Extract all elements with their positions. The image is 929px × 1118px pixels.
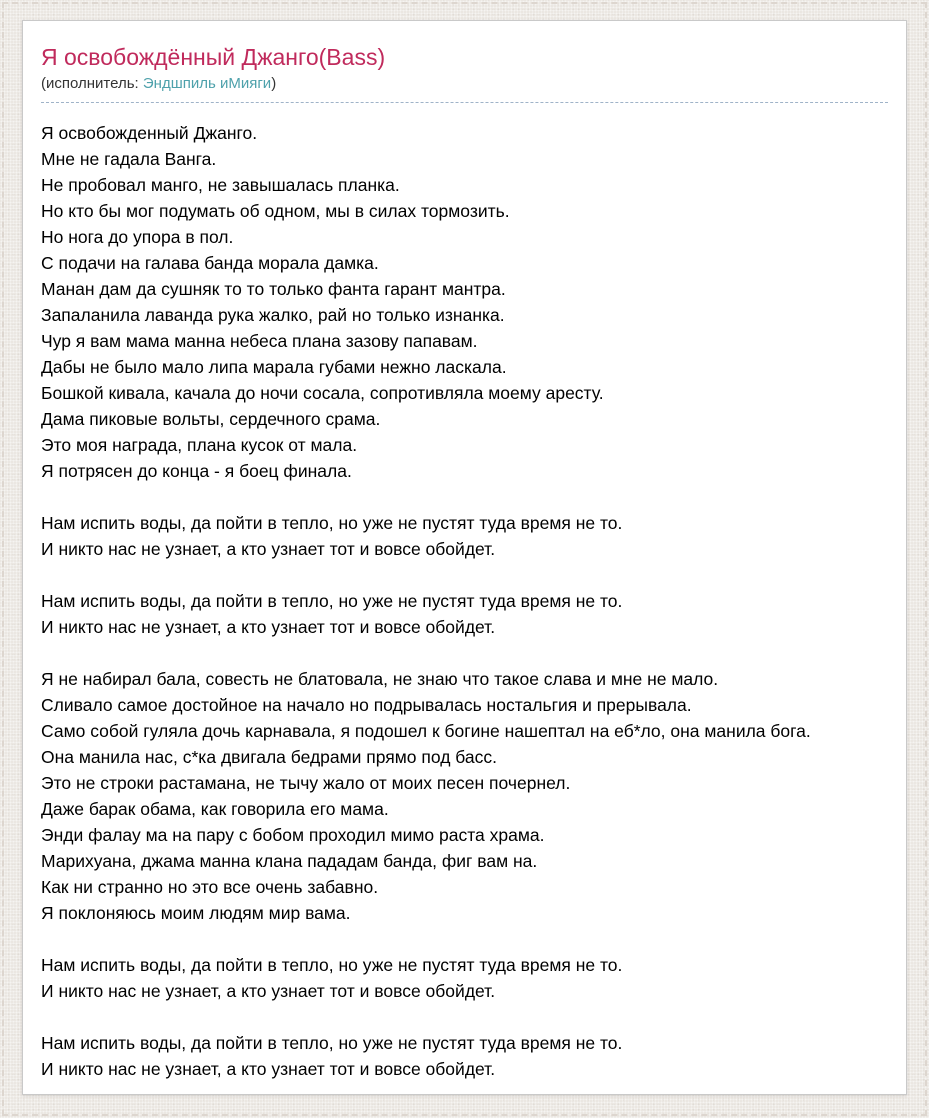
lyric-line: Я поклоняюсь моим людям мир вама. xyxy=(41,903,351,923)
lyric-line: Она манила нас, с*ка двигала бедрами прямо под басс. xyxy=(41,747,498,767)
artist-label-prefix: (исполнитель: xyxy=(41,75,143,92)
lyric-line: Бошкой кивала, качала до ночи сосала, сопротивляла моему аресту. xyxy=(41,383,604,403)
lyric-line: Нам испить воды, да пойти в тепло, но уже не пустят туда время не то. xyxy=(41,955,623,975)
artist-link[interactable]: Эндшпиль иМияги xyxy=(142,75,272,92)
lyric-line: И никто нас не узнает, а кто узнает тот и вовсе обойдет. xyxy=(41,981,496,1001)
lyric-line: Но нога до упора в пол. xyxy=(41,227,234,247)
lyric-line: Я не набирал бала, совесть не блатовала, не знаю что такое слава и мне не мало. xyxy=(41,669,719,689)
lyrics-card xyxy=(22,20,907,1095)
artist-line xyxy=(41,74,888,94)
lyric-line: Я освобожденный Джанго. xyxy=(41,123,258,143)
lyric-line: Чур я вам мама манна небеса плана зазову папавам. xyxy=(41,331,478,351)
lyric-line: Это не строки растамана, не тычу жало от моих песен почернел. xyxy=(41,773,571,793)
lyric-line xyxy=(41,484,888,510)
lyric-line: Энди фалау ма на пару с бобом проходил мимо раста храма. xyxy=(41,825,545,845)
lyric-line: С подачи на галава банда морала дамка. xyxy=(41,253,379,273)
lyric-line xyxy=(41,926,888,952)
lyric-line: Дама пиковые вольты, сердечного срама. xyxy=(41,409,381,429)
lyric-line: И никто нас не узнает, а кто узнает тот и вовсе обойдет. xyxy=(41,539,496,559)
lyric-line: Нам испить воды, да пойти в тепло, но уже не пустят туда время не то. xyxy=(41,513,623,533)
song-title: Я освобождённый Джанго(Bass) xyxy=(41,44,386,70)
lyric-line: Манан дам да сушняк то то только фанта гарант мантра. xyxy=(41,279,506,299)
lyric-line: Нам испить воды, да пойти в тепло, но уже не пустят туда время не то. xyxy=(41,1033,623,1053)
lyric-line xyxy=(41,640,888,666)
lyric-line xyxy=(41,562,888,588)
lyric-line: И никто нас не узнает, а кто узнает тот и вовсе обойдет. xyxy=(41,617,496,637)
lyric-line: Дабы не было мало липа марала губами нежно ласкала. xyxy=(41,357,507,377)
lyric-line xyxy=(41,1004,888,1030)
lyric-line: Мне не гадала Ванга. xyxy=(41,149,217,169)
lyric-line: Нам испить воды, да пойти в тепло, но уже не пустят туда время не то. xyxy=(41,591,623,611)
lyric-line: Запаланила лаванда рука жалко, рай но только изнанка. xyxy=(41,305,505,325)
lyric-line: Как ни странно но это все очень забавно. xyxy=(41,877,379,897)
lyric-line: Марихуана, джама манна клана пададам банда, фиг вам на. xyxy=(41,851,538,871)
lyric-line: Даже барак обама, как говорила его мама. xyxy=(41,799,389,819)
lyrics-text xyxy=(41,120,888,1082)
song-header xyxy=(41,35,888,103)
lyric-line: Не пробовал манго, не завышалась планка. xyxy=(41,175,400,195)
lyric-line: Сливало самое достойное на начало но подрывалась ностальгия и прерывала. xyxy=(41,695,692,715)
artist-label-suffix: ) xyxy=(271,75,277,92)
lyric-line: Само собой гуляла дочь карнавала, я подошел к богине нашептал на еб*ло, она манила бога. xyxy=(41,721,811,741)
lyric-line: Это моя награда, плана кусок от мала. xyxy=(41,435,358,455)
lyric-line: Но кто бы мог подумать об одном, мы в силах тормозить. xyxy=(41,201,510,221)
lyric-line: Я потрясен до конца - я боец финала. xyxy=(41,461,352,481)
lyric-line: И никто нас не узнает, а кто узнает тот и вовсе обойдет. xyxy=(41,1059,496,1079)
